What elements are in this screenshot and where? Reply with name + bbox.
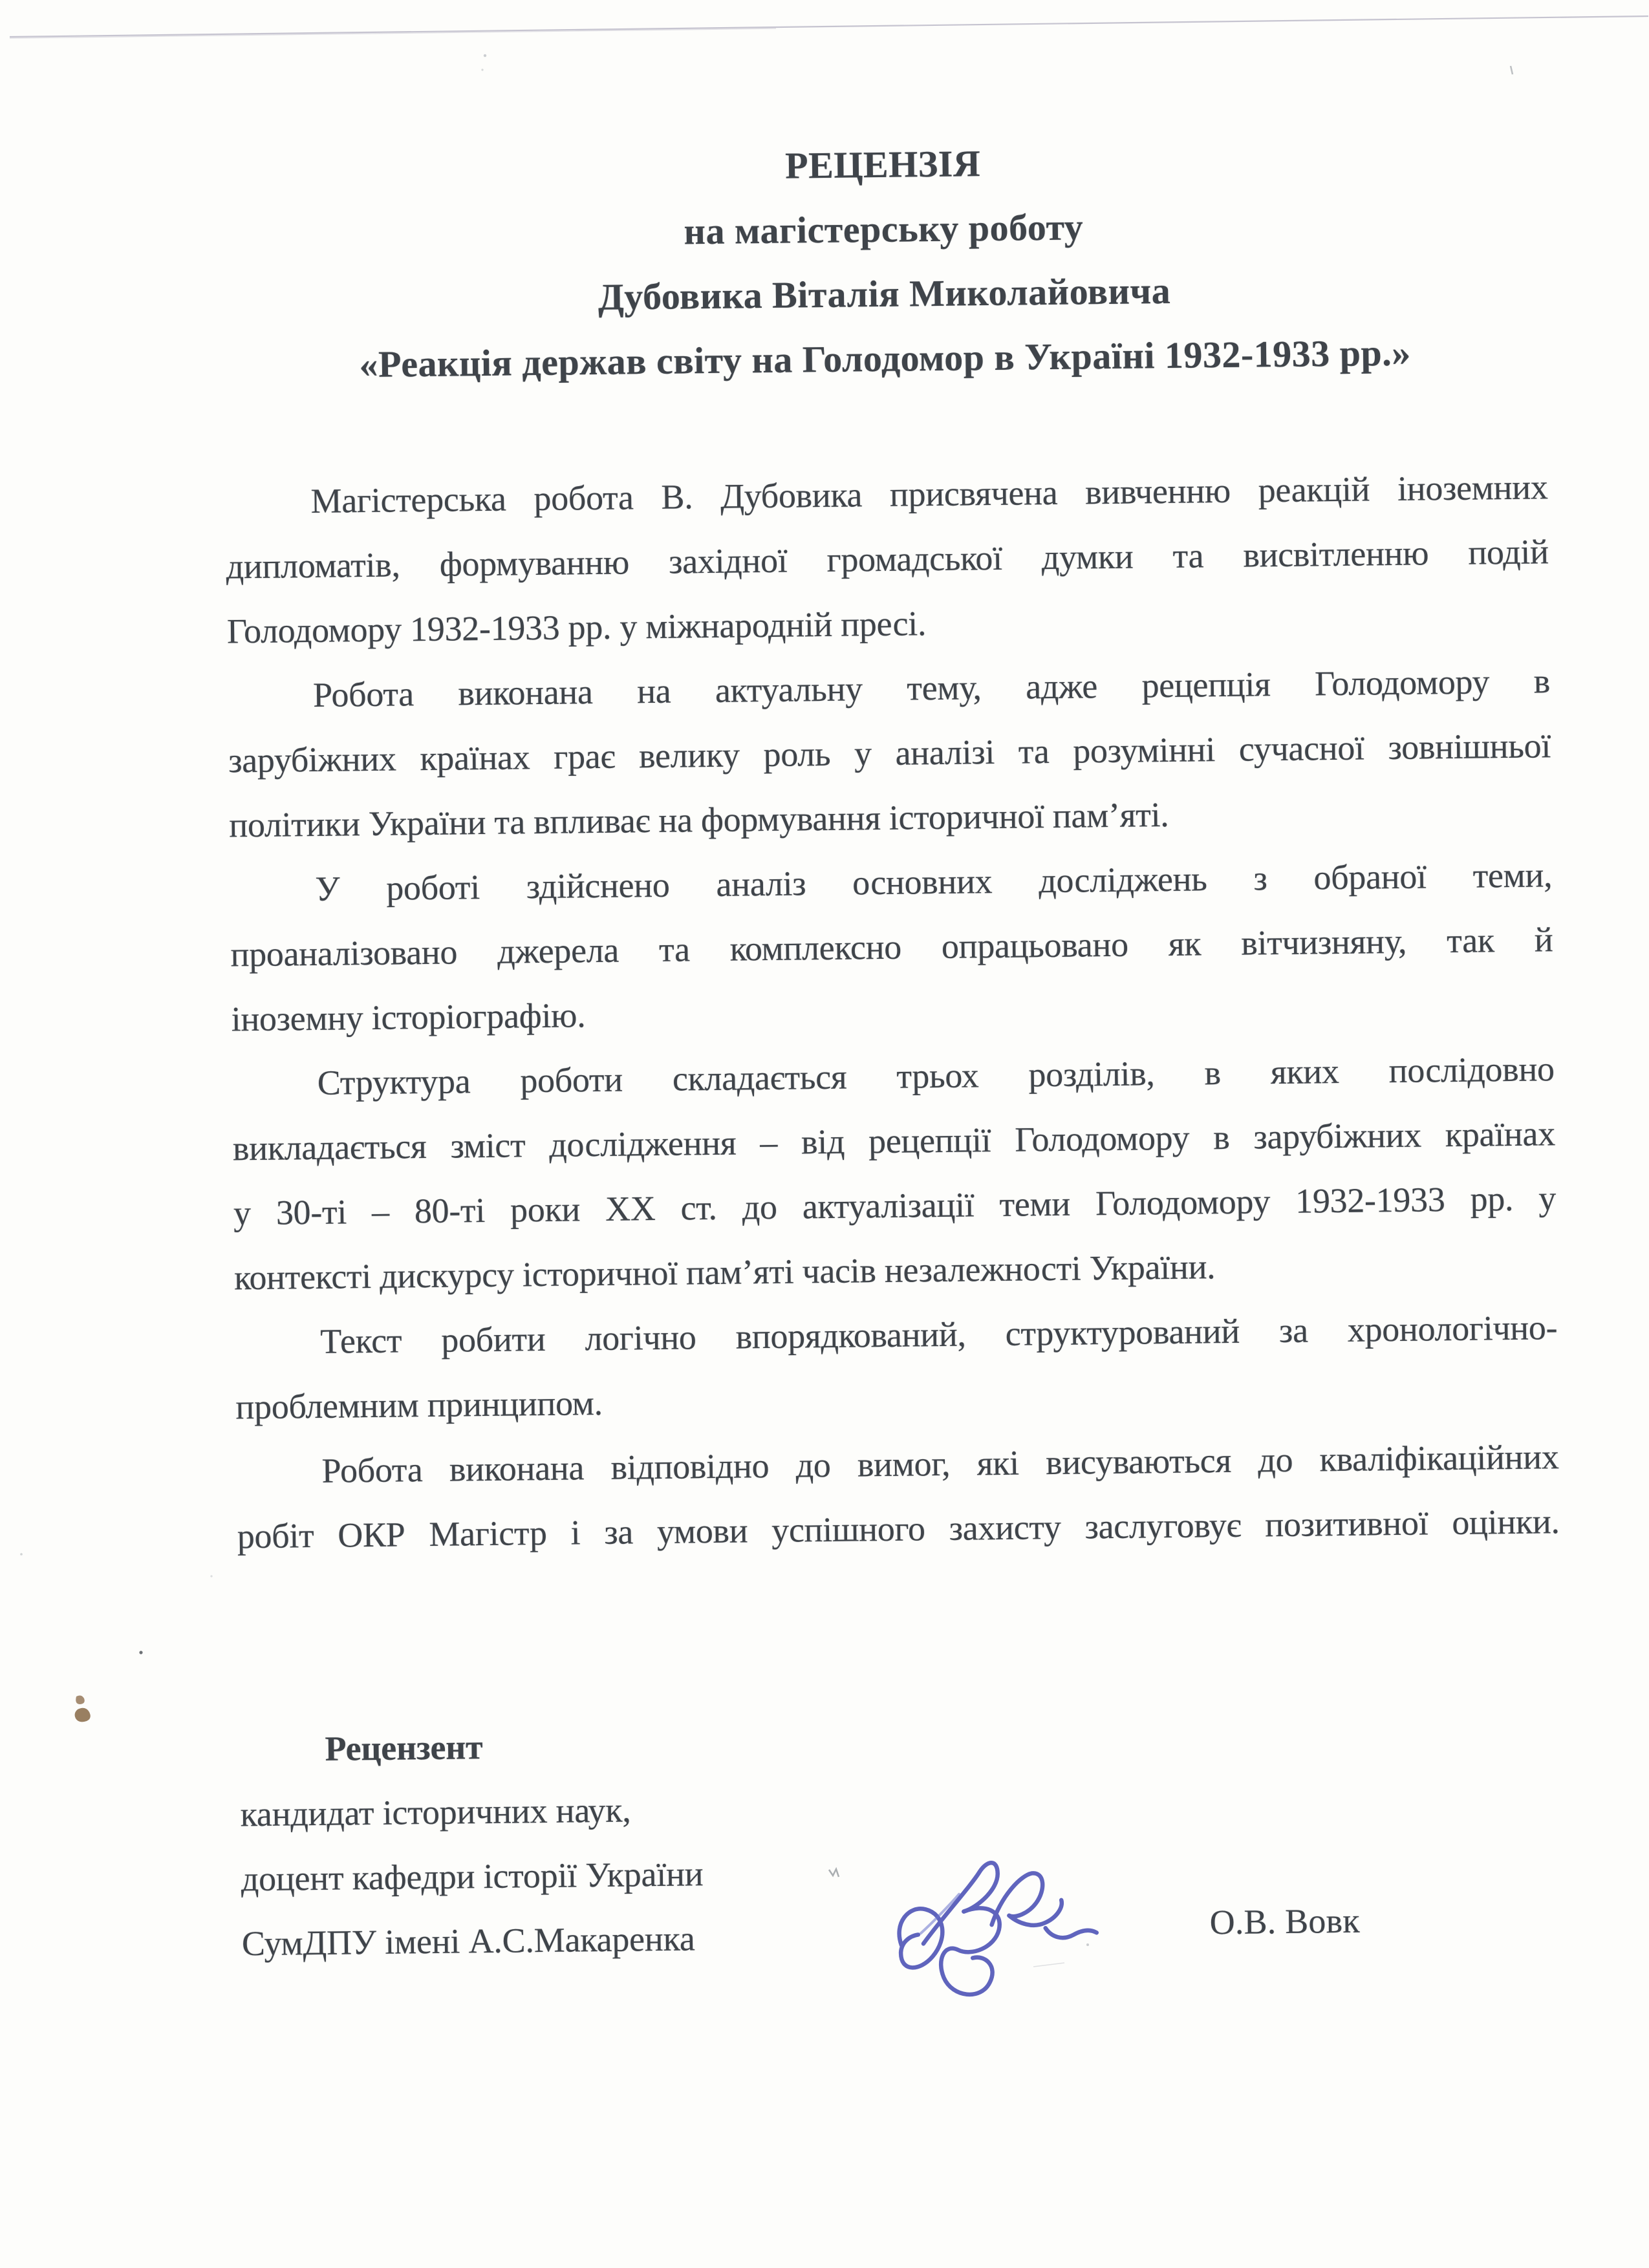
body-line: контексті дискурсу історичної пам’яті часів незалежності України.	[233, 1247, 1216, 1298]
body-line: Текст робити логічно впорядкований, структурований за хронологічно-	[319, 1308, 1558, 1361]
body-line: у 30-ті – 80-ті роки XX ст. до актуалізації теми Голодомору 1932-1933 рр. у	[233, 1179, 1557, 1233]
body-line: проаналізовано джерела та комплексно опрацьовано як вітчизняну, так й	[230, 920, 1553, 974]
review-subtitle: на магістерську роботу	[684, 206, 1084, 253]
paragraph	[230, 842, 1554, 1051]
reviewer-credential: СумДПУ імені А.С.Макаренка	[241, 1919, 695, 1963]
paragraph	[225, 455, 1549, 663]
body-line: Голодомору 1932-1933 рр. у міжнародній пресі.	[226, 604, 927, 651]
reviewer-block	[239, 1710, 889, 1976]
body-line: Робота виконана на актуальну тему, адже рецепція Голодомору в	[312, 661, 1551, 714]
body-line: дипломатів, формуванню західної громадської думки та висвітленню подій	[226, 532, 1549, 586]
signature-ink	[881, 1845, 1103, 2015]
body-line: політики України та впливає на формування історичної пам’яті.	[228, 795, 1169, 845]
thesis-title: «Реакція держав світу на Голодомор в Україні 1932-1933 рр.»	[359, 331, 1412, 386]
body-line: зарубіжних країнах грає велику роль у аналізі та розумінні сучасної зовнішньої	[228, 726, 1551, 780]
body-line: викладається зміст дослідження – від рецепції Голодомору в зарубіжних країнах	[232, 1114, 1556, 1168]
paragraph	[232, 1036, 1557, 1310]
body-line: іноземну історіографію.	[231, 996, 586, 1039]
body-line: робіт ОКР Магістр і за умови успішного захисту заслуговує позитивної оцінки.	[237, 1502, 1560, 1556]
body-line: проблемним принципом.	[235, 1383, 603, 1427]
body-line: У роботі здійснено аналіз основних досліджень з обраної теми,	[315, 855, 1553, 908]
review-title: РЕЦЕНЗІЯ	[784, 142, 981, 187]
document-header	[221, 125, 1546, 398]
reviewer-credential: кандидат історичних наук,	[240, 1790, 631, 1834]
body-line: Робота виконана відповідно до вимог, які висуваються до кваліфікаційних	[321, 1437, 1559, 1490]
body-line: Магістерська робота В. Дубовика присвячена вивченню реакцій іноземних	[310, 467, 1548, 520]
paragraph	[235, 1295, 1558, 1439]
review-body	[225, 455, 1560, 1568]
paragraph	[227, 648, 1551, 857]
reviewer-label: Рецензент	[325, 1728, 483, 1768]
body-line: Структура роботи складається трьох розділів, в яких послідовно	[317, 1049, 1555, 1102]
thesis-author: Дубовика Віталія Миколайовича	[598, 269, 1171, 318]
reviewer-name: О.В. Вовк	[1209, 1901, 1361, 1942]
reviewer-credential: доцент кафедри історії України	[241, 1854, 704, 1899]
paragraph	[236, 1424, 1560, 1568]
